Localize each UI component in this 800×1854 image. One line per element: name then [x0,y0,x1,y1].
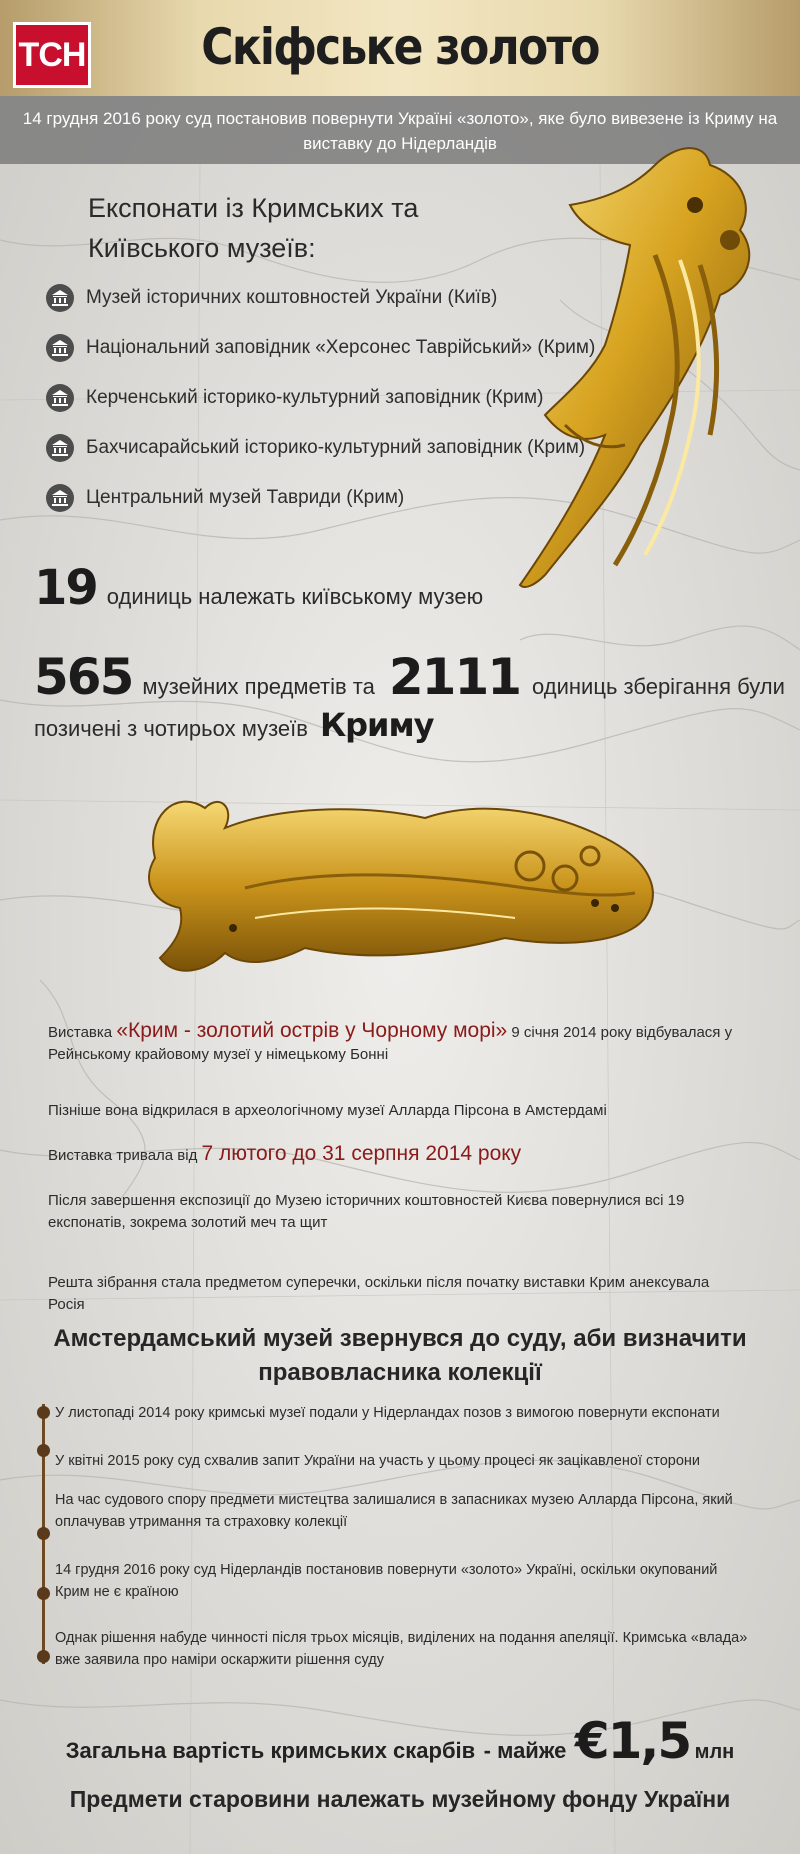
footer-line: Предмети старовини належать музейному фонду України [69,1786,731,1812]
museum-icon [46,484,74,512]
total-value-line [0,1712,800,1770]
museum-item-kyiv [46,283,497,313]
museum-icon [46,434,74,462]
stat-crimea-word: Криму [319,706,434,744]
timeline-dot [37,1527,50,1540]
stat-crimea [34,648,785,706]
museum-item-tavrida [46,483,404,513]
exhibition-prefix: Виставка [48,1024,113,1041]
timeline-item: На час судового спору предмети мистецтва залишалися в запасниках музею Алларда Пірсона, який оплачував утримання та страховку колекції [55,1492,733,1530]
exhibition-paragraph-1 [48,1020,738,1066]
museum-label: Керченський історико-культурний заповідник (Крим) [86,387,544,408]
exhibition-paragraph-2: Пізніше вона відкрилася в археологічному музеї Алларда Пірсона в Амстердамі [48,1102,607,1119]
timeline-item: Однак рішення набуде чинності після трьох місяців, виділених на подання апеляції. Кримська «влада» вже заявила про наміри оскаржити рішення суду [55,1630,748,1668]
stat-crimea-storage-number: 2111 [388,648,521,706]
golden-scabbard-ornament [125,778,665,988]
stat-kyiv-number: 19 [34,560,97,616]
timeline-dot [37,1587,50,1600]
museum-label: Центральний музей Тавриди (Крим) [86,487,405,508]
museum-label: Музей історичних коштовностей України (Київ) [86,287,498,308]
exhibition-suffix: 9 січня 2014 року відбувалася у Рейнському крайовому музеї у німецькому Бонні [48,1024,733,1063]
stat-crimea-items-number: 565 [34,648,133,706]
exhibition-paragraph-4: Після завершення експозиції до Музею історичних коштовностей Києва повернулися всі 19 експонатів, зокрема золотий меч та щит [48,1192,685,1231]
subtitle-text: 14 грудня 2016 року суд постановив повернути Україні «золото», яке було вивезене із Криму на виставку до Нідерландів [22,109,778,153]
tsn-logo[interactable]: ТСН [13,22,91,88]
timeline-dot [37,1444,50,1457]
timeline-dot [37,1650,50,1663]
museum-item-chersonesos [46,333,595,363]
exhibition-paragraph-3 [48,1143,738,1167]
museum-icon [46,334,74,362]
total-dash: - майже [483,1738,567,1763]
stat-kyiv-text: одиниць належать київському музею [106,584,484,609]
griffin-gold-ornament [505,145,775,595]
timeline-item: У квітні 2015 року суд схвалив запит України на участь у цьому процесі як зацікавленої сторони [55,1453,701,1469]
exhibition-name: «Крим - золотий острів у Чорному морі» [116,1019,508,1042]
court-section-heading: Амстердамський музей звернувся до суду, аби визначити правовласника колекції [53,1325,747,1386]
museum-icon [46,384,74,412]
duration-dates: 7 лютого до 31 серпня 2014 року [201,1142,522,1165]
page-title: Скіфське золото [201,18,599,76]
total-unit: млн [694,1741,735,1763]
exhibits-heading: Експонати із Кримських та Київського музеїв: [88,193,419,263]
timeline-dot [37,1406,50,1419]
museum-item-kerch [46,383,543,413]
total-text: Загальна вартість кримських скарбів [65,1738,476,1763]
stat-crimea-line2-text: позичені з чотирьох музеїв [34,716,308,741]
timeline-item: 14 грудня 2016 року суд Нідерландів постановив повернути «золото» Україні, оскільки окупований Крим не є країною [55,1562,718,1600]
total-value: €1,5 [574,1712,691,1770]
duration-prefix: Виставка тривала від [48,1147,198,1164]
stat-crimea-line2 [34,706,433,744]
stat-crimea-items-text: музейних предметів та [142,674,375,699]
stat-kyiv [34,560,483,616]
stat-crimea-storage-text: одиниць зберігання були [532,674,785,699]
timeline-item: У листопаді 2014 року кримські музеї подали у Нідерландах позов з вимогою повернути експонати [55,1405,720,1421]
museum-icon [46,284,74,312]
museum-item-bakhchisaray [46,433,585,463]
exhibition-paragraph-5: Решта зібрання стала предметом суперечки, оскільки після початку виставки Крим анексувала Росія [48,1274,710,1313]
museum-label: Національний заповідник «Херсонес Таврійський» (Крим) [86,337,596,358]
museum-label: Бахчисарайський історико-культурний заповідник (Крим) [86,437,586,458]
